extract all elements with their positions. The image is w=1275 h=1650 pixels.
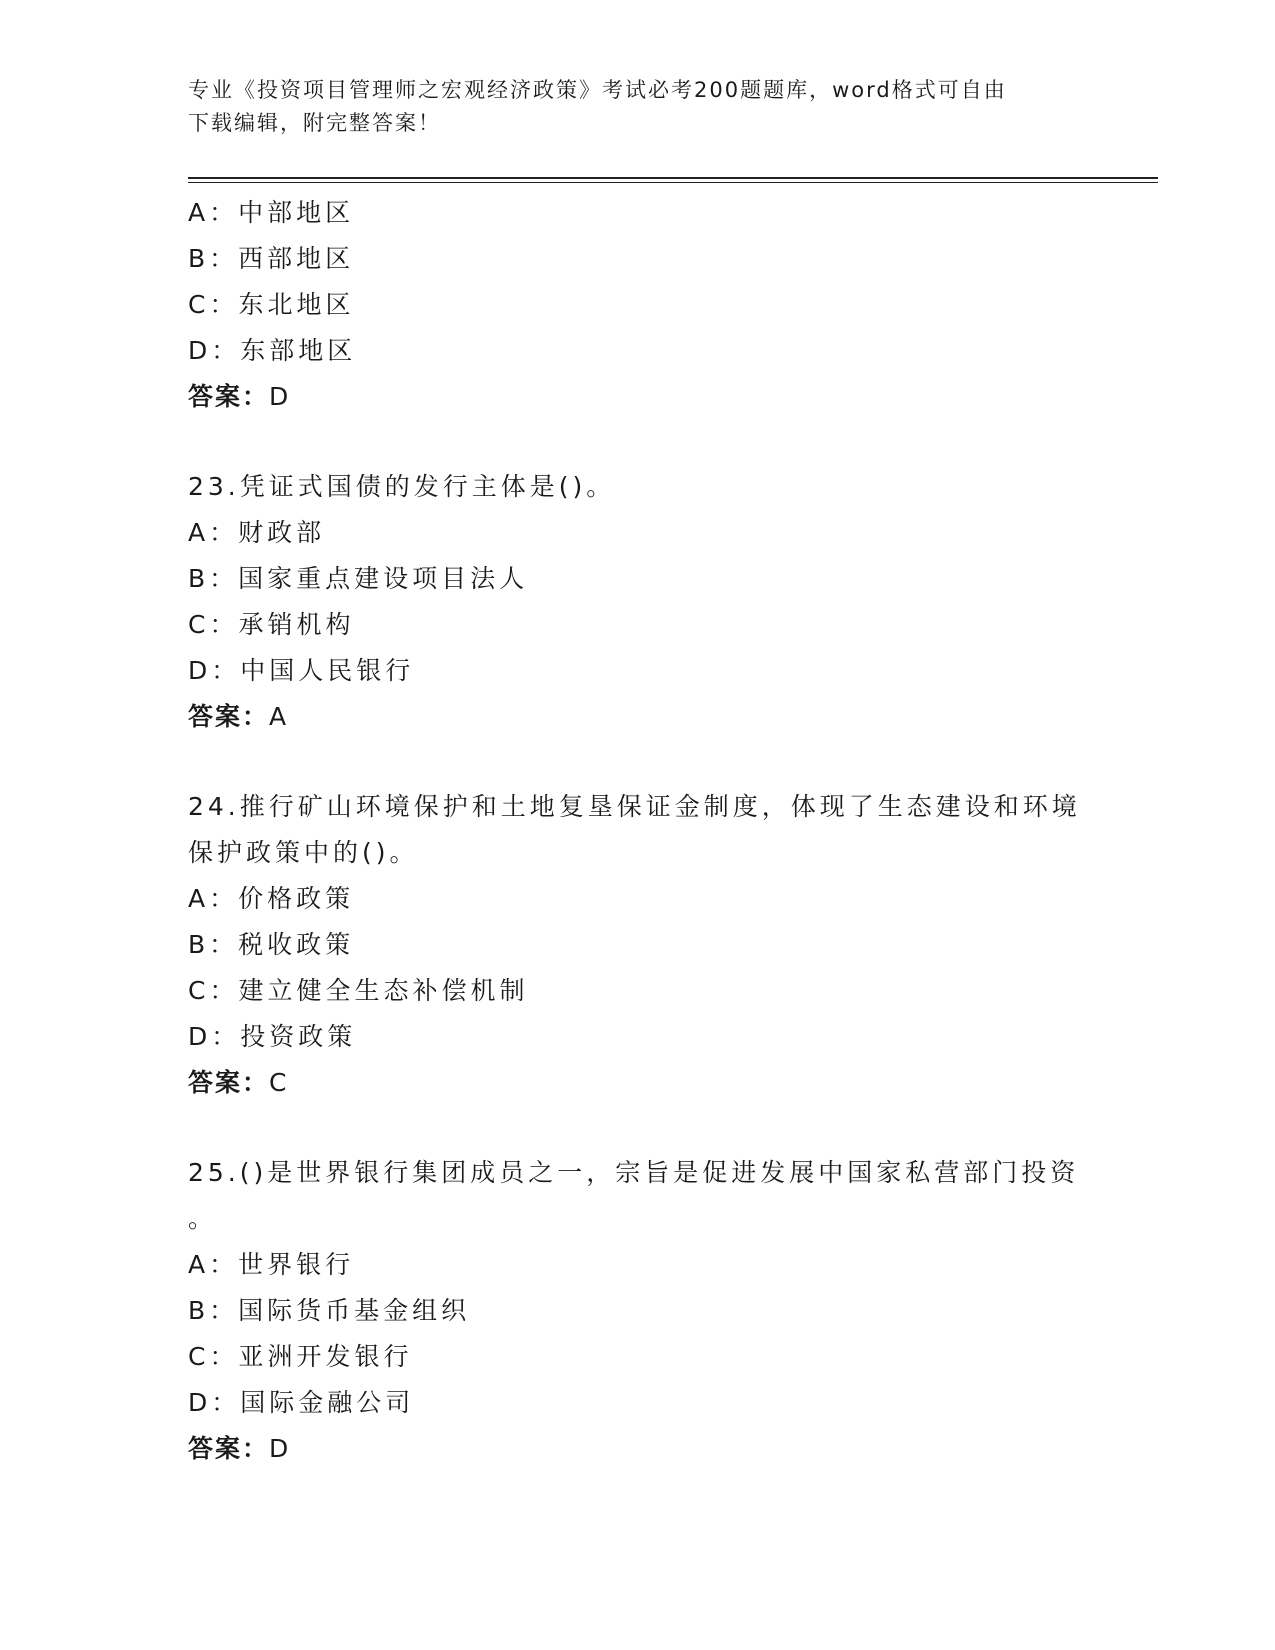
option-letter: D： [188, 1022, 241, 1051]
option-text: 价格政策 [238, 884, 355, 913]
option-c [188, 968, 1088, 1014]
option-b [188, 556, 1088, 602]
answer-value: D [269, 382, 293, 411]
question-list [188, 190, 1088, 1472]
option-letter: B： [188, 564, 239, 593]
option-text: 税收政策 [238, 930, 355, 959]
option-letter: D： [188, 656, 241, 685]
option-text: 建立健全生态补偿机制 [238, 976, 529, 1005]
option-letter: D： [188, 1388, 241, 1417]
option-text: 中国人民银行 [240, 656, 415, 685]
question-24 [188, 784, 1088, 1106]
header-title-line-2: 下载编辑，附完整答案！ [188, 111, 441, 135]
option-text: 国家重点建设项目法人 [238, 564, 529, 593]
option-b [188, 1288, 1088, 1334]
option-text: 亚洲开发银行 [238, 1342, 413, 1371]
option-a [188, 876, 1088, 922]
option-text: 中部地区 [238, 198, 355, 227]
question-22 [188, 190, 1088, 420]
option-letter: C： [188, 290, 239, 319]
question-stem: 23.凭证式国债的发行主体是()。 [188, 472, 616, 501]
answer-value: D [269, 1434, 293, 1463]
answer-value: A [269, 702, 291, 731]
option-letter: A： [188, 198, 239, 227]
option-c [188, 602, 1088, 648]
option-text: 国际金融公司 [240, 1388, 415, 1417]
answer-label: 答案： [188, 702, 270, 731]
option-text: 东部地区 [240, 336, 357, 365]
option-letter: A： [188, 1250, 239, 1279]
answer-label: 答案： [188, 1434, 270, 1463]
header-divider-thick [188, 177, 1158, 179]
header-title-line-1: 专业《投资项目管理师之宏观经济政策》考试必考200题题库，word格式可自由 [188, 78, 1007, 102]
header-divider-thin [188, 182, 1158, 183]
option-letter: B： [188, 1296, 239, 1325]
document-header [188, 74, 1088, 140]
option-b [188, 236, 1088, 282]
spacer [188, 740, 1088, 784]
question-stem-line-2: 保护政策中的()。 [188, 838, 419, 867]
question-25 [188, 1150, 1088, 1472]
option-letter: B： [188, 244, 239, 273]
option-letter: B： [188, 930, 239, 959]
question-stem-line-2: 。 [188, 1204, 218, 1233]
option-d [188, 648, 1088, 694]
option-letter: C： [188, 1342, 239, 1371]
option-a [188, 190, 1088, 236]
question-stem-line-1: 24.推行矿山环境保护和土地复垦保证金制度，体现了生态建设和环境 [188, 792, 1081, 821]
option-a [188, 1242, 1088, 1288]
question-23 [188, 464, 1088, 740]
option-text: 西部地区 [238, 244, 355, 273]
answer-line [188, 374, 1088, 420]
option-text: 投资政策 [240, 1022, 357, 1051]
option-letter: A： [188, 884, 239, 913]
option-letter: D： [188, 336, 241, 365]
option-d [188, 1380, 1088, 1426]
option-letter: C： [188, 610, 239, 639]
option-letter: C： [188, 976, 239, 1005]
option-c [188, 282, 1088, 328]
answer-label: 答案： [188, 382, 270, 411]
option-c [188, 1334, 1088, 1380]
answer-line [188, 1426, 1088, 1472]
option-letter: A： [188, 518, 239, 547]
option-text: 承销机构 [238, 610, 355, 639]
answer-line [188, 694, 1088, 740]
option-text: 财政部 [238, 518, 326, 547]
option-text: 东北地区 [238, 290, 355, 319]
spacer [188, 420, 1088, 464]
option-text: 世界银行 [238, 1250, 355, 1279]
option-d [188, 328, 1088, 374]
answer-label: 答案： [188, 1068, 270, 1097]
question-stem-line-1: 25.()是世界银行集团成员之一，宗旨是促进发展中国家私营部门投资 [188, 1158, 1080, 1187]
option-text: 国际货币基金组织 [238, 1296, 471, 1325]
answer-line [188, 1060, 1088, 1106]
option-d [188, 1014, 1088, 1060]
option-b [188, 922, 1088, 968]
spacer [188, 1106, 1088, 1150]
answer-value: C [269, 1068, 291, 1097]
option-a [188, 510, 1088, 556]
